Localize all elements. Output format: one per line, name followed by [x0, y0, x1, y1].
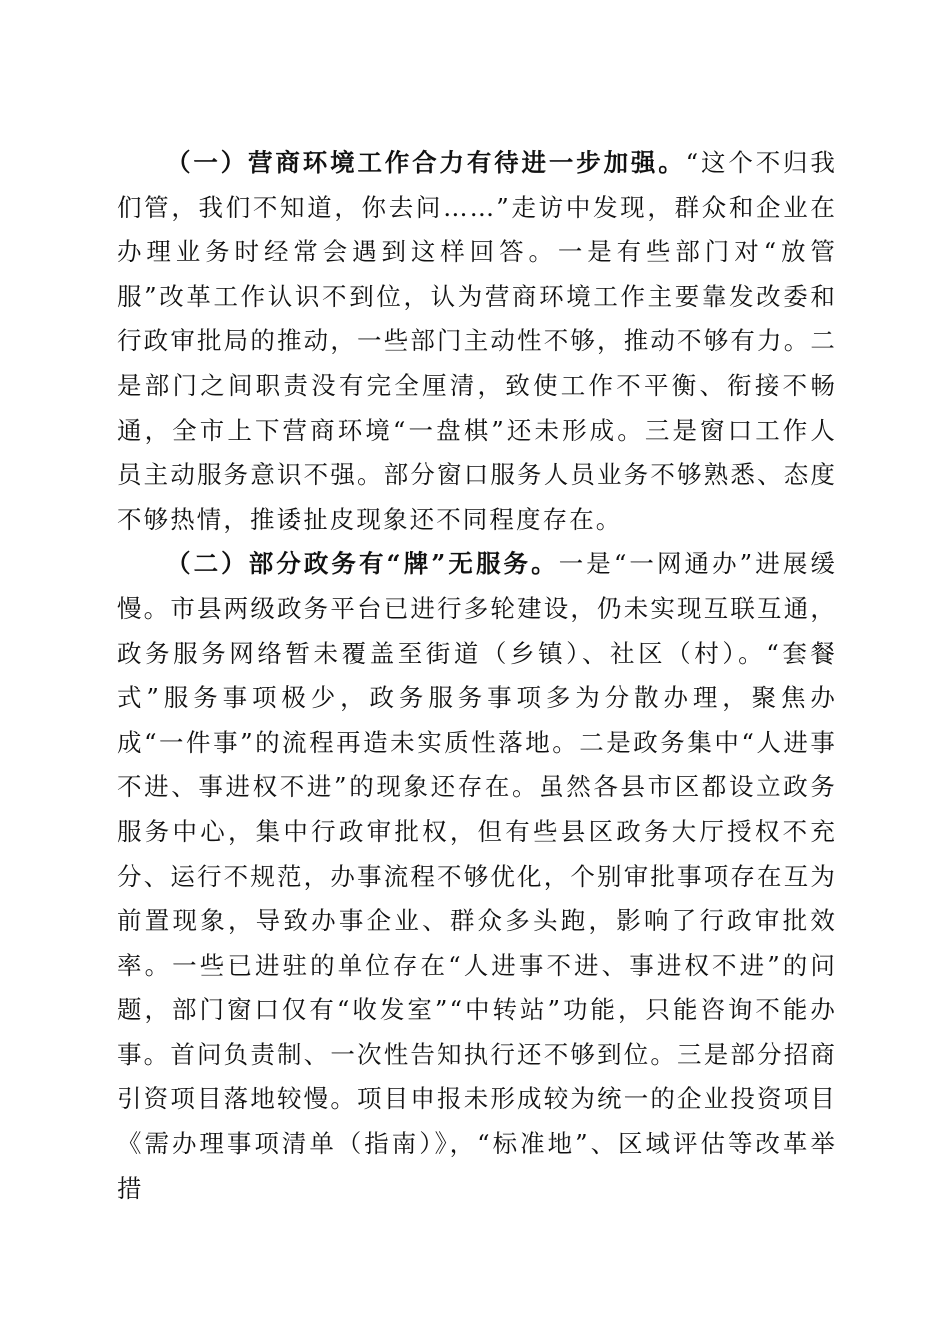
- paragraph-1-heading: （一）营商环境工作合力有待进一步加强。: [166, 148, 686, 177]
- paragraph-2-body: 一是“一网通办”进展缓慢。市县两级政务平台已进行多轮建设，仍未实现互联互通，政务服务网络暂未覆盖至街道（乡镇）、社区（村）。“套餐式”服务事项极少，政务服务事项多为分散办理，聚焦办成“一件事”的流程再造未实质性落地。二是政务集中“人进事不进、事进权不进”的现象还存在。虽然各县市区都设立政务服务中心，集中行政审批权，但有些县区政务大厅授权不充分、运行不规范，办事流程不够优化，个别审批事项存在互为前置现象，导致办事企业、群众多头跑，影响了行政审批效率。一些已进驻的单位存在“人进事不进、事进权不进”的问题，部门窗口仅有“收发室”“中转站”功能，只能咨询不能办事。首问负责制、一次性告知执行还不够到位。三是部分招商引资项目落地较慢。项目申报未形成较为统一的企业投资项目《需办理事项清单（指南）》，“标准地”、区域评估等改革举措: [117, 549, 837, 1203]
- paragraph-1: [117, 141, 837, 542]
- paragraph-2: [117, 542, 837, 1211]
- paragraph-1-body: “这个不归我们管，我们不知道，你去问……”走访中发现，群众和企业在办理业务时经常会遇到这样回答。一是有些部门对“放管服”改革工作认识不到位，认为营商环境工作主要靠发改委和行政审批局的推动，一些部门主动性不够，推动不够有力。二是部门之间职责没有完全厘清，致使工作不平衡、衔接不畅通，全市上下营商环境“一盘棋”还未形成。三是窗口工作人员主动服务意识不强。部分窗口服务人员业务不够熟悉、态度不够热情，推诿扯皮现象还不同程度存在。: [117, 148, 837, 534]
- document-body: [117, 141, 837, 1211]
- paragraph-2-heading: （二）部分政务有“牌”无服务。: [166, 549, 559, 579]
